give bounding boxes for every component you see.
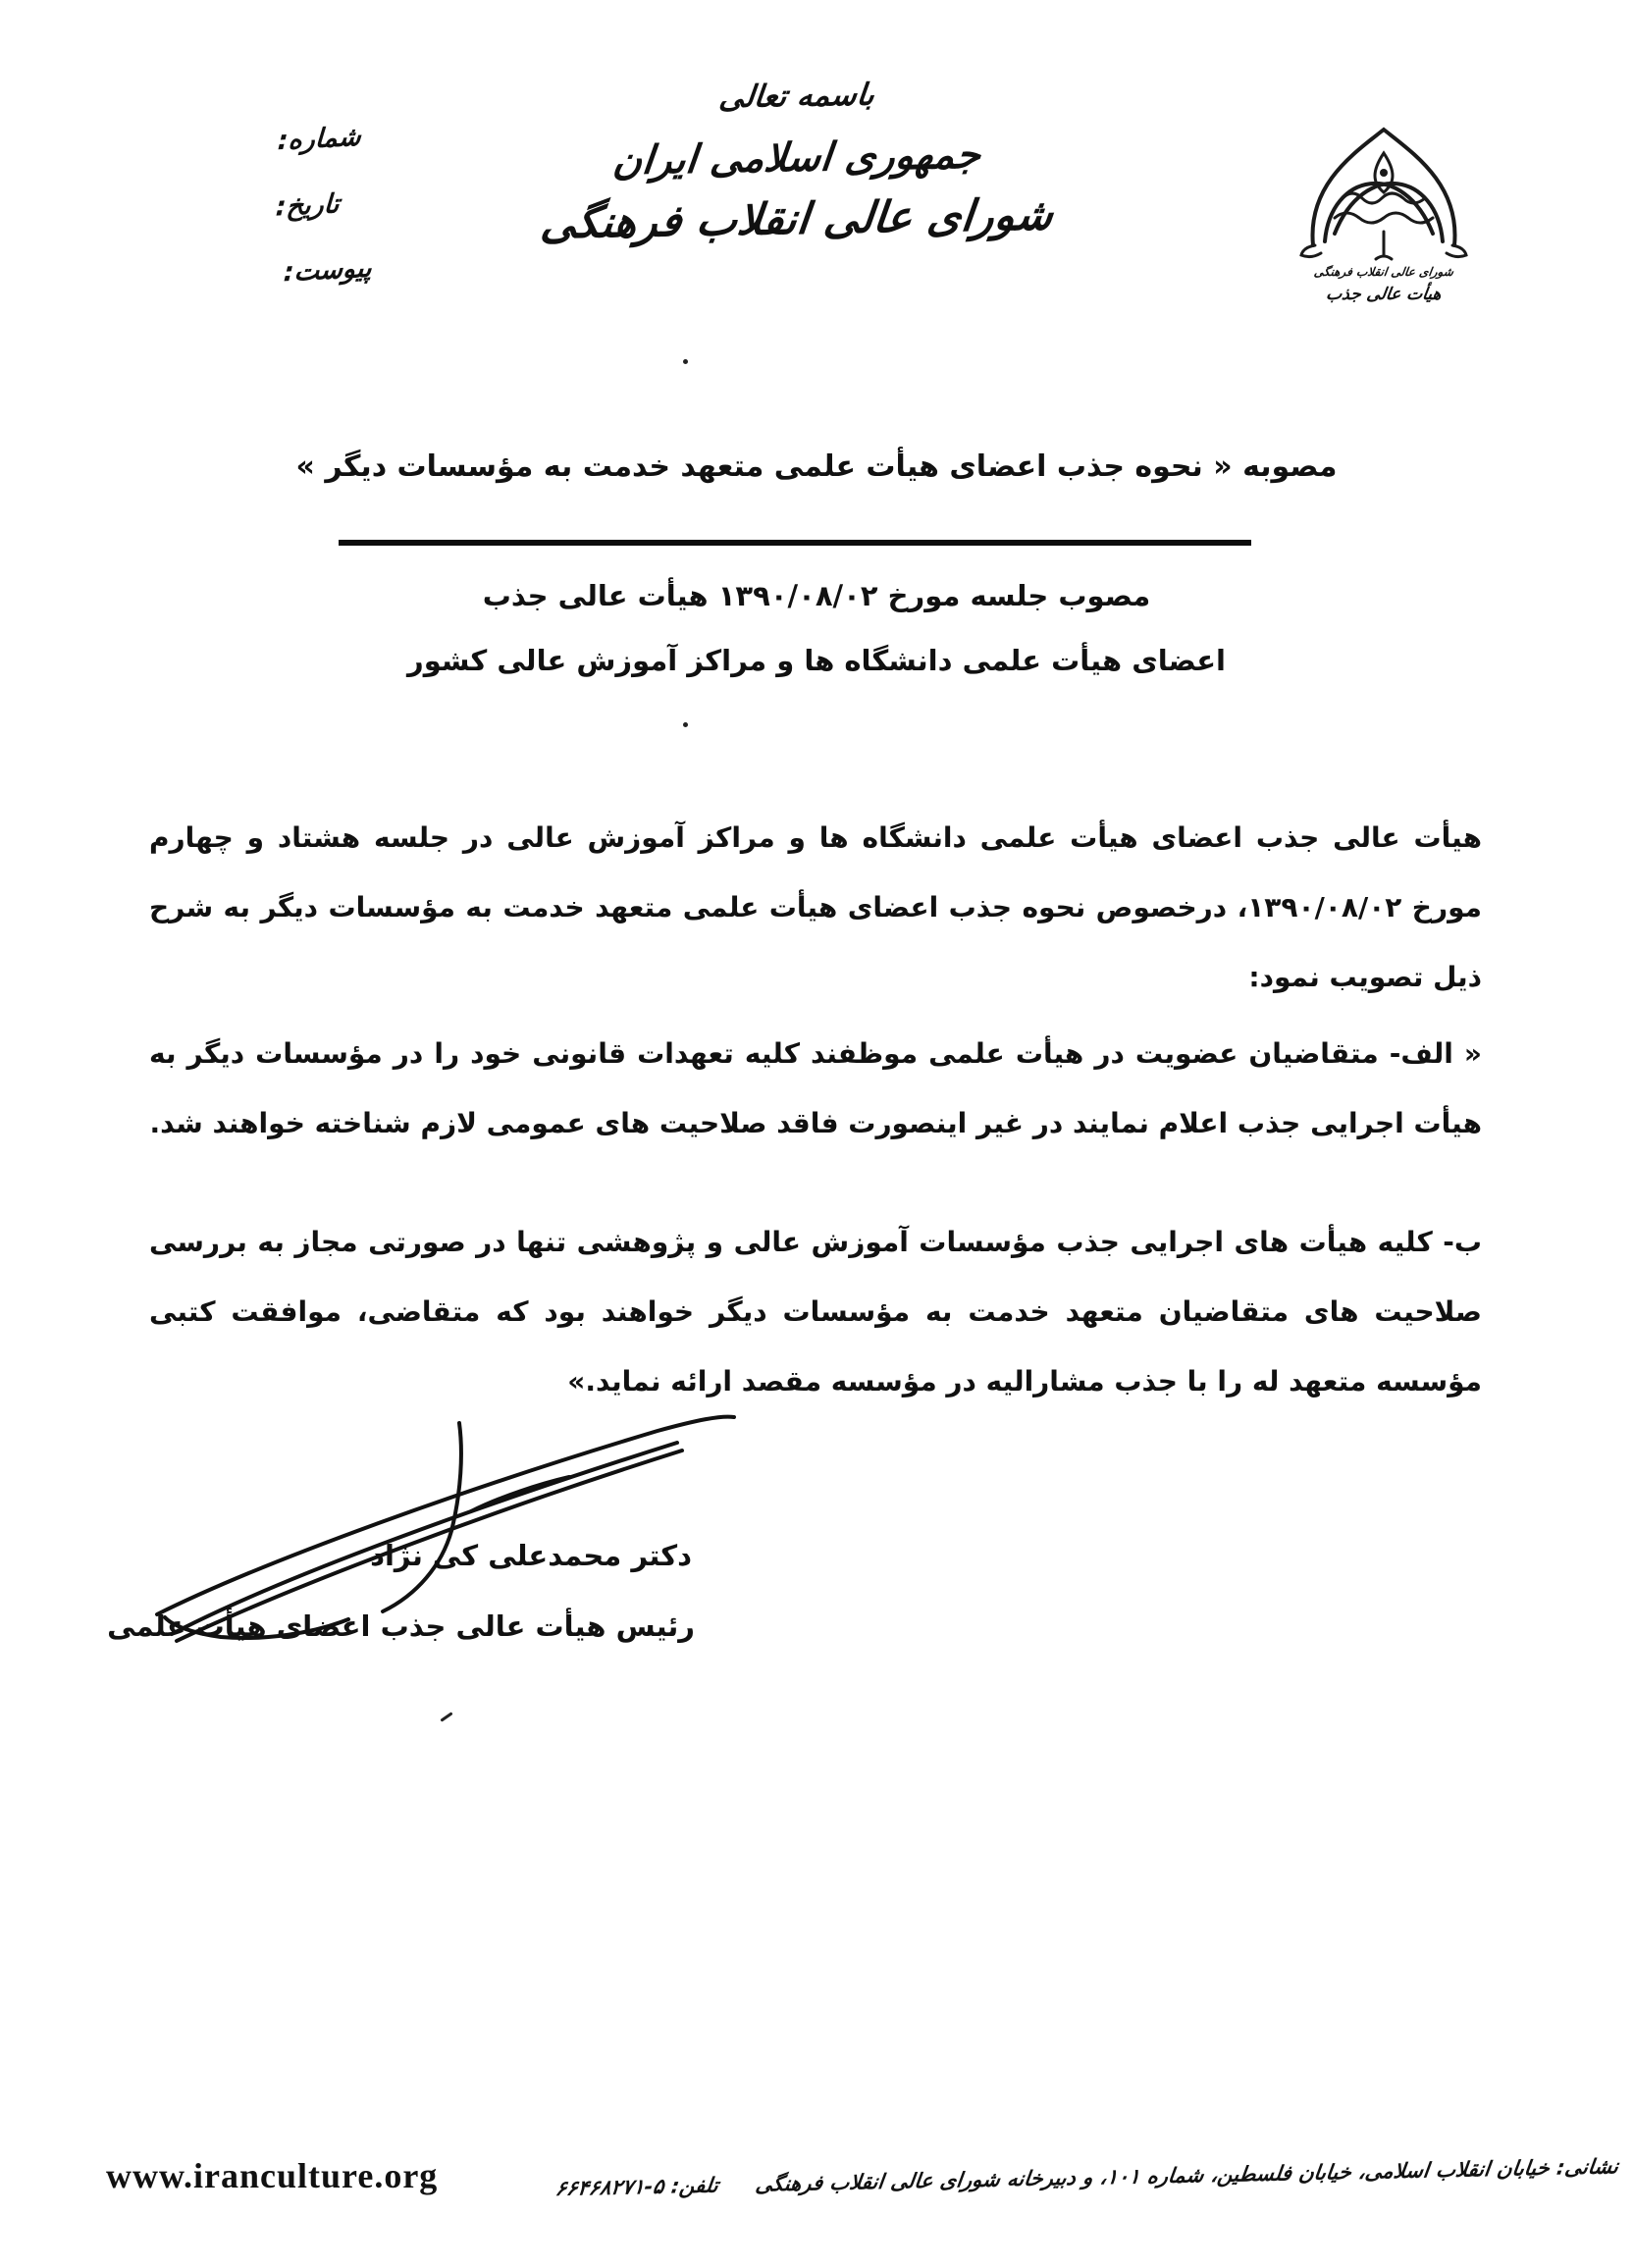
title-divider <box>339 540 1251 546</box>
footer-phone: تلفن: ۵-۶۶۴۶۸۲۷۱ <box>553 2173 720 2201</box>
number-field-label: شماره: <box>277 121 362 157</box>
bismillah-text: باسمه تعالی <box>717 77 876 116</box>
subtitle-line-1: مصوب جلسه مورخ ۱۳۹۰/۰۸/۰۲ هیأت عالی جذب <box>482 579 1151 612</box>
scan-mark <box>440 1712 452 1721</box>
scan-dot <box>683 359 688 364</box>
council-emblem-icon <box>1286 116 1482 263</box>
letterhead-center <box>355 77 1238 249</box>
footer-address-line <box>553 2154 1620 2201</box>
body-paragraph-be: ب- کلیه هیأت های اجرایی جذب مؤسسات آموزش عالی و پژوهشی تنها در صورتی مجاز به بررسی صلاحیت های متقاضیان متعهد خدمت به مؤسسات دیگر خواهند بود که متقاضی، موافقت کتبی مؤسسه متعهد له را با جذب مشارالیه در مؤسسه مقصد ارائه نماید.» <box>149 1226 1482 1398</box>
footer-website: www.iranculture.org <box>106 2156 439 2195</box>
footer-address: نشانی: خیابان انقلاب اسلامی، خیابان فلسطین، شماره ۱۰۱، و دبیرخانه شورای عالی انقلاب فرهنگی <box>754 2154 1620 2196</box>
body-paragraph-alef: « الف- متقاضیان عضویت در هیأت علمی موظفند کلیه تعهدات قانونی خود را در مؤسسات دیگر به هیأت اجرایی جذب اعلام نمایند در غیر اینصورت فاقد صلاحیت های عمومی لازم شناخته خواهند شد. <box>149 1037 1482 1139</box>
body-paragraph-intro: هیأت عالی جذب اعضای هیأت علمی دانشگاه ها و مراکز آموزش عالی در جلسه هشتاد و چهارم مورخ ۱۳۹۰/۰۸/۰۲، درخصوص نحوه جذب اعضای هیأت علمی متعهد خدمت به مؤسسات دیگر به شرح ذیل تصویب نمود: <box>149 821 1482 993</box>
council-emblem <box>1286 116 1482 304</box>
attachment-field-label: پیوست: <box>282 252 373 289</box>
signatory-name: دکتر محمدعلی کی نژاد <box>370 1539 692 1572</box>
republic-text: جمهوری اسلامی ایران <box>610 132 983 185</box>
emblem-caption-council: شورای عالی انقلاب فرهنگی <box>1313 265 1454 279</box>
emblem-caption-board: هیأت عالی جذب <box>1324 285 1444 304</box>
date-field-label: تاریخ: <box>275 188 341 223</box>
signatory-role: رئیس هیأت عالی جذب اعضای هیأت علمی <box>107 1609 695 1643</box>
resolution-title: مصوبه « نحوه جذب اعضای هیأت علمی متعهد خدمت به مؤسسات دیگر » <box>295 449 1338 484</box>
subtitle-line-2: اعضای هیأت علمی دانشگاه ها و مراکز آموزش عالی کشور <box>407 644 1226 677</box>
scan-dot <box>683 722 688 727</box>
council-text: شورای عالی انقلاب فرهنگی <box>538 189 1056 249</box>
